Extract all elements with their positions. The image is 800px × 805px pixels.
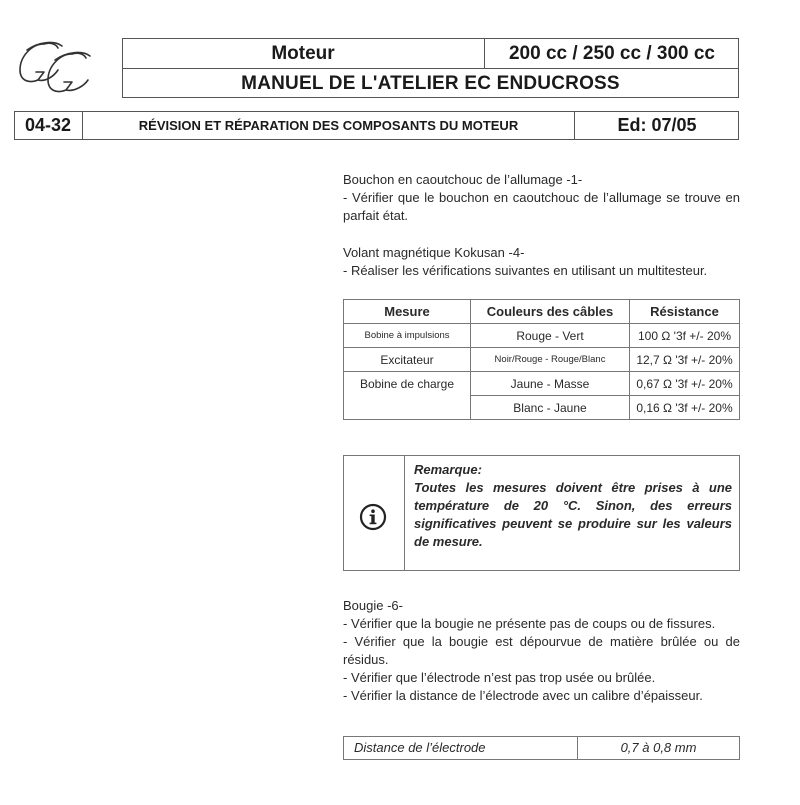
note-content xyxy=(414,461,732,551)
info-icon xyxy=(359,503,387,531)
page-number: 04-32 xyxy=(24,115,72,135)
ignition-cap-instruction: - Vérifier que le bouchon en caoutchouc de l’allumage se trouve en parfait état. xyxy=(343,190,740,223)
header-displacement: 200 cc / 250 cc / 300 cc xyxy=(508,43,715,64)
column-header: Mesure xyxy=(344,300,471,324)
table-cell: Bobine de charge xyxy=(344,372,471,396)
table-header-row xyxy=(344,300,740,324)
note-divider xyxy=(404,455,405,571)
spark-plug-instruction: - Vérifier que la bougie ne présente pas de coups ou de fissures. xyxy=(343,616,716,631)
spark-plug-instruction: - Vérifier que l’électrode n’est pas trop usée ou brûlée. xyxy=(343,670,656,685)
table-cell xyxy=(344,396,471,420)
edition-label: Ed: 07/05 xyxy=(617,115,697,135)
table-cell: Noir/Rouge - Rouge/Blanc xyxy=(471,348,630,372)
measurement-table xyxy=(343,299,740,420)
table-cell: Jaune - Masse xyxy=(471,372,630,396)
column-header: Résistance xyxy=(630,300,740,324)
table-cell: Bobine à impulsions xyxy=(344,324,471,348)
flywheel-heading: Volant magnétique Kokusan -4- xyxy=(343,245,525,260)
spark-plug-section xyxy=(343,597,740,705)
spark-plug-heading: Bougie -6- xyxy=(343,598,403,613)
table-cell: Blanc - Jaune xyxy=(471,396,630,420)
table-cell: Excitateur xyxy=(344,348,471,372)
header-manual-title: MANUEL DE L'ATELIER EC ENDUCROSS xyxy=(241,73,620,94)
section-title: RÉVISION ET RÉPARATION DES COMPOSANTS DU MOTEUR xyxy=(138,118,519,133)
spark-plug-instruction: - Vérifier la distance de l’électrode avec un calibre d’épaisseur. xyxy=(343,688,703,703)
note-body: Toutes les mesures doivent être prises à une température de 20 °C. Sinon, des erreurs significatives peuvent se produire sur les valeurs de mesure. xyxy=(414,480,732,549)
ignition-cap-heading: Bouchon en caoutchouc de l’allumage -1- xyxy=(343,172,583,187)
spark-plug-instruction: - Vérifier que la bougie est dépourvue de matière brûlée ou de résidus. xyxy=(343,634,740,667)
table-row xyxy=(344,372,740,396)
electrode-distance-label: Distance de l’électrode xyxy=(354,740,486,755)
flywheel-instruction: - Réaliser les vérifications suivantes en utilisant un multitesteur. xyxy=(343,263,708,278)
table-row xyxy=(344,324,740,348)
table-cell: 0,67 Ω '3f +/- 20% xyxy=(630,372,740,396)
note-title: Remarque: xyxy=(414,462,482,477)
table-cell: Rouge - Vert xyxy=(471,324,630,348)
ignition-cap-section xyxy=(343,171,740,225)
brand-logo xyxy=(14,36,118,100)
column-header: Couleurs des câbles xyxy=(471,300,630,324)
table-row xyxy=(344,396,740,420)
electrode-distance-value: 0,7 à 0,8 mm xyxy=(620,740,697,755)
table-row xyxy=(344,348,740,372)
header-title: Moteur xyxy=(271,43,335,64)
flywheel-section xyxy=(343,244,740,280)
table-cell: 12,7 Ω '3f +/- 20% xyxy=(630,348,740,372)
table-cell: 100 Ω '3f +/- 20% xyxy=(630,324,740,348)
table-cell: 0,16 Ω '3f +/- 20% xyxy=(630,396,740,420)
